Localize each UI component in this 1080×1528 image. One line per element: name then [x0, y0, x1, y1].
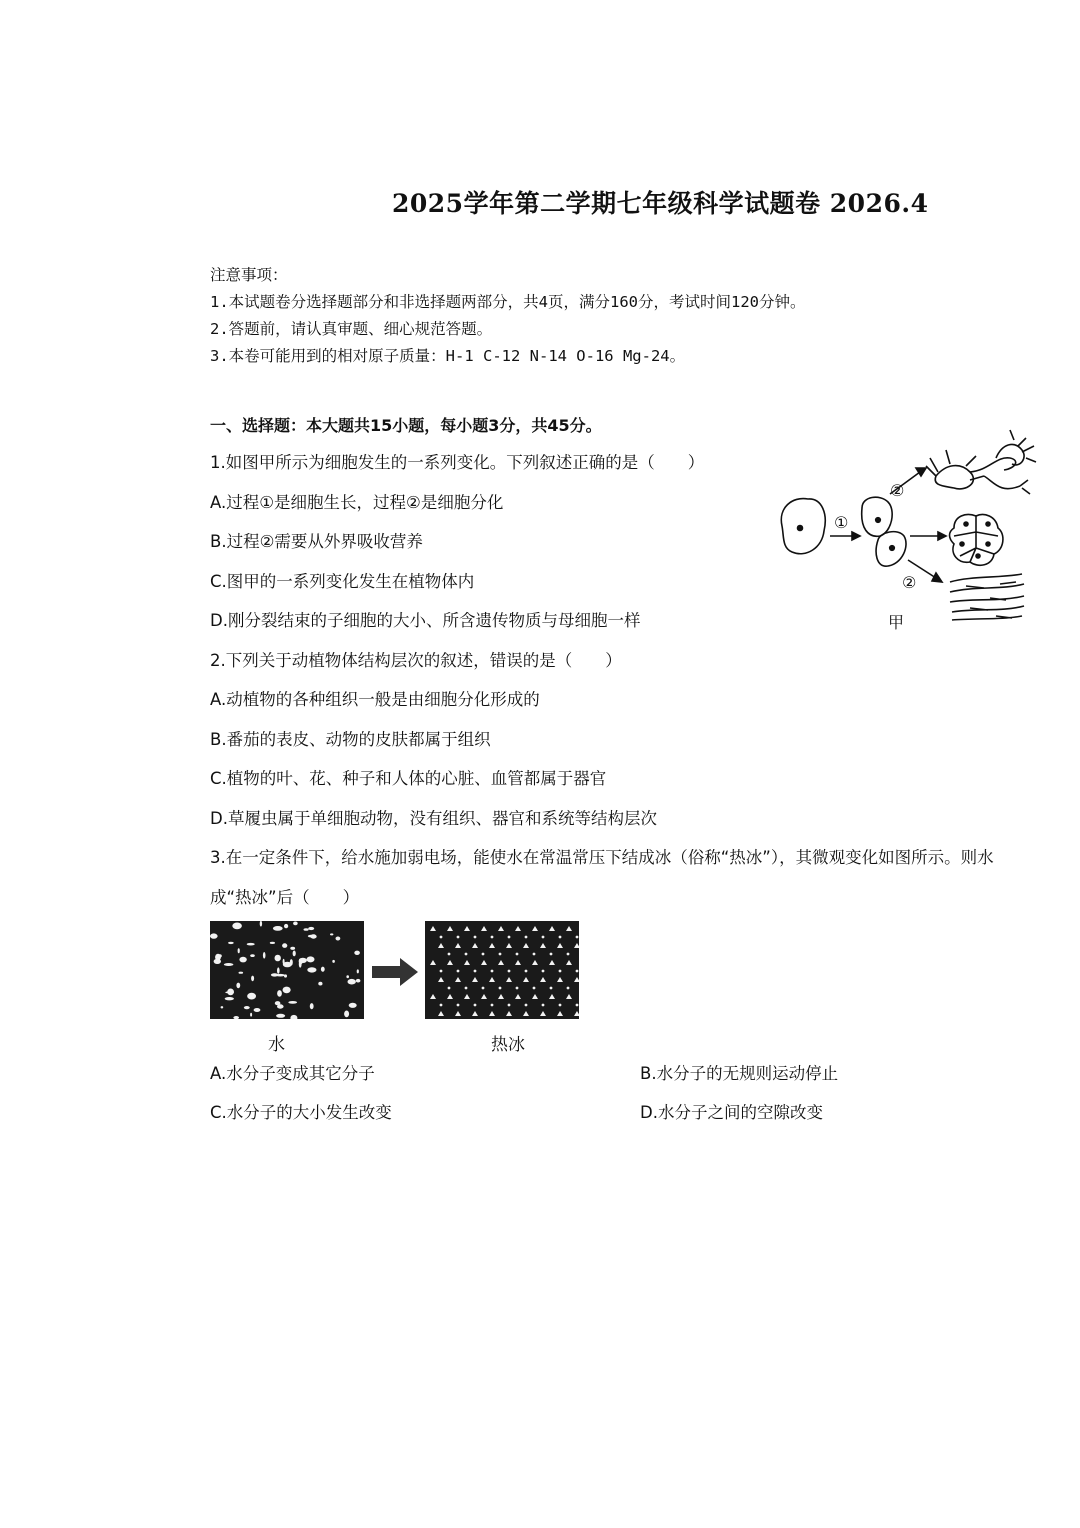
water-speck: [310, 1003, 314, 1009]
water-speck: [225, 997, 234, 1000]
water-speck: [318, 982, 322, 986]
ice-speck: [491, 936, 494, 939]
ice-speck: [532, 994, 538, 999]
ice-speck: [472, 1011, 478, 1016]
ice-speck: [559, 1004, 562, 1007]
water-speck: [282, 943, 287, 948]
ice-speck: [559, 970, 562, 973]
water-speck: [254, 1008, 261, 1012]
water-speck: [288, 1001, 297, 1004]
transform-arrow: [372, 958, 418, 986]
water-speck: [330, 933, 333, 935]
q3-option-a: A.水分子变成其它分子: [210, 1064, 375, 1083]
ice-speck: [430, 994, 436, 999]
ice-speck: [448, 953, 451, 956]
ice-speck: [457, 970, 460, 973]
ice-speck: [525, 970, 528, 973]
ice-speck: [549, 960, 555, 965]
water-speck: [293, 922, 298, 926]
notice-block: [210, 262, 806, 370]
ice-speck: [523, 1011, 529, 1016]
ice-speck: [440, 970, 443, 973]
ice-speck: [455, 977, 461, 982]
q1-option-b: B.过程②需要从外界吸收营养: [210, 532, 423, 551]
ice-speck: [457, 1004, 460, 1007]
water-speck: [283, 987, 291, 994]
q3-option-b: B.水分子的无规则运动停止: [640, 1064, 839, 1083]
ice-speck: [482, 987, 485, 990]
ice-speck: [523, 977, 529, 982]
water-speck: [357, 969, 359, 973]
q3-stem-line1: 3.在一定条件下，给水施加弱电场，能使水在常温常压下结成冰（俗称“热冰”），其微观变化如图所示。则水: [210, 848, 994, 867]
ice-speck: [566, 926, 572, 931]
water-speck: [239, 972, 244, 974]
page-title: 2025学年第二学期七年级科学试题卷 2026.4: [392, 189, 929, 218]
water-speck: [346, 975, 349, 978]
ice-speck: [489, 1011, 495, 1016]
ice-speck: [448, 987, 451, 990]
ice-speck: [430, 960, 436, 965]
ice-speck: [566, 994, 572, 999]
ice-speck: [438, 977, 444, 982]
water-speck: [277, 967, 280, 973]
ice-speck: [549, 926, 555, 931]
q2-option-c: C.植物的叶、花、种子和人体的心脏、血管都属于器官: [210, 769, 607, 788]
cell-change-figure: [770, 436, 1070, 636]
water-speck: [349, 1003, 357, 1008]
q1-stem: 1.如图甲所示为细胞发生的一系列变化。下列叙述正确的是（ ）: [210, 453, 705, 472]
ice-speck: [542, 1004, 545, 1007]
ice-speck: [481, 994, 487, 999]
ice-speck: [576, 970, 579, 973]
ice-speck: [489, 943, 495, 948]
ice-speck: [557, 1011, 563, 1016]
ice-speck: [464, 960, 470, 965]
water-speck: [250, 1013, 252, 1017]
ice-speck: [574, 1011, 579, 1016]
water-speck: [233, 1016, 239, 1019]
q1-option-a: A.过程①是细胞生长，过程②是细胞分化: [210, 492, 504, 512]
ice-speck: [430, 926, 436, 931]
mother-cell: [781, 499, 825, 554]
ice-speck: [567, 953, 570, 956]
ice-speck: [576, 936, 579, 939]
water-speck: [283, 962, 292, 968]
nerve-tissue: [926, 430, 1036, 494]
ice-speck: [533, 987, 536, 990]
water-speck: [308, 935, 315, 938]
ice-speck: [557, 977, 563, 982]
ice-speck: [474, 936, 477, 939]
ice-speck: [540, 977, 546, 982]
ice-speck: [549, 994, 555, 999]
water-speck: [321, 967, 325, 972]
ice-speck: [515, 926, 521, 931]
notice-item: 2.答题前，请认真审题、细心规范答题。: [210, 320, 493, 338]
ice-speck: [525, 1004, 528, 1007]
water-speck: [332, 960, 335, 963]
water-speck: [247, 943, 255, 946]
ice-speck: [523, 943, 529, 948]
ice-speck: [542, 970, 545, 973]
q1-option-c: C.图甲的一系列变化发生在植物体内: [210, 571, 475, 591]
water-speck: [293, 951, 296, 957]
water-speck: [348, 979, 356, 985]
ice-speck: [516, 953, 519, 956]
water-speck: [238, 948, 240, 953]
notice-heading: 注意事项：: [210, 266, 288, 284]
ice-speck: [506, 977, 512, 982]
water-speck: [260, 921, 262, 927]
section-heading: 一、选择题：本大题共15小题，每小题3分，共45分。: [210, 416, 602, 435]
water-speck: [273, 926, 283, 931]
ice-speck: [506, 1011, 512, 1016]
ice-speck: [566, 960, 572, 965]
ice-speck: [557, 943, 563, 948]
q2-stem: 2.下列关于动植物体结构层次的叙述，错误的是（ ）: [210, 650, 622, 670]
ice-speck: [515, 960, 521, 965]
water-speck: [304, 928, 309, 931]
notice-item: 3.本卷可能用到的相对原子质量：H-1 C-12 N-14 O-16 Mg-24。: [210, 347, 686, 365]
water-speck: [299, 961, 302, 968]
ice-speck: [472, 977, 478, 982]
water-speck: [228, 942, 234, 944]
ice-speck: [542, 936, 545, 939]
water-speck: [307, 967, 316, 972]
ice-speck: [438, 943, 444, 948]
ice-speck: [559, 936, 562, 939]
process-label-2-bottom: ②: [902, 573, 917, 592]
ice-speck: [550, 987, 553, 990]
process-label-2-top: ②: [890, 481, 905, 500]
ice-speck: [465, 953, 468, 956]
ice-speck: [498, 994, 504, 999]
water-speck: [232, 923, 242, 930]
q1-option-d: D.刚分裂结束的子细胞的大小、所含遗传物质与母细胞一样: [210, 611, 641, 630]
ice-speck: [525, 936, 528, 939]
water-speck: [356, 979, 361, 983]
water-speck: [354, 951, 360, 955]
q3-option-c: C.水分子的大小发生改变: [210, 1103, 392, 1122]
ice-speck: [481, 926, 487, 931]
water-speck: [263, 952, 266, 959]
ice-speck: [532, 926, 538, 931]
ice-speck: [550, 953, 553, 956]
water-speck: [239, 957, 246, 963]
ice-speck: [465, 987, 468, 990]
ice-speck: [457, 936, 460, 939]
ice-speck: [540, 1011, 546, 1016]
ice-speck: [474, 1004, 477, 1007]
water-micrograph: [210, 921, 364, 1019]
ice-speck: [489, 977, 495, 982]
ice-speck: [455, 943, 461, 948]
water-speck: [244, 1006, 250, 1009]
ice-speck: [532, 960, 538, 965]
water-speck: [344, 1011, 349, 1018]
ice-speck: [472, 943, 478, 948]
water-speck: [290, 1015, 297, 1019]
q3-stem-line2: 成“热冰”后（ ）: [210, 887, 360, 907]
ice-speck: [540, 943, 546, 948]
q2-option-d: D.草履虫属于单细胞动物，没有组织、器官和系统等结构层次: [210, 808, 657, 828]
water-speck: [270, 942, 275, 944]
water-speck: [247, 993, 256, 1000]
water-speck: [277, 990, 282, 997]
muscle-tissue: [950, 574, 1024, 620]
water-speck: [307, 956, 315, 962]
ice-speck: [455, 1011, 461, 1016]
epithelial-tissue: [950, 515, 1003, 566]
hot-ice-micrograph: [425, 921, 579, 1019]
q2-option-b: B.番茄的表皮、动物的皮肤都属于组织: [210, 729, 491, 749]
water-speck: [336, 937, 341, 941]
water-speck: [236, 983, 240, 989]
water-caption: 水: [268, 1035, 285, 1055]
hot-ice-caption: 热冰: [491, 1035, 525, 1055]
ice-speck: [474, 970, 477, 973]
water-speck: [224, 963, 234, 966]
water-speck: [308, 927, 314, 930]
ice-speck: [498, 926, 504, 931]
ice-speck: [447, 960, 453, 965]
q2-option-a: A.动植物的各种组织一般是由细胞分化形成的: [210, 690, 540, 709]
water-speck: [290, 947, 295, 950]
ice-speck: [440, 936, 443, 939]
notice-item: 1.本试题卷分选择题部分和非选择题两部分，共4页，满分160分，考试时间120分钟。: [210, 293, 806, 311]
q3-option-d: D.水分子之间的空隙改变: [640, 1103, 823, 1122]
water-speck: [284, 924, 288, 928]
process-label-1: ①: [834, 513, 849, 532]
ice-speck: [499, 987, 502, 990]
ice-speck: [508, 1004, 511, 1007]
water-speck: [210, 933, 218, 938]
ice-speck: [491, 1004, 494, 1007]
ice-speck: [464, 926, 470, 931]
water-speck: [251, 976, 254, 982]
ice-speck: [567, 987, 570, 990]
ice-speck: [481, 960, 487, 965]
water-speck: [227, 989, 234, 996]
ice-speck: [447, 994, 453, 999]
water-speck: [275, 955, 281, 962]
water-speck: [250, 954, 255, 957]
divided-cell-top: [862, 497, 892, 536]
water-speck: [215, 954, 221, 961]
water-speck: [276, 974, 285, 977]
ice-speck: [574, 977, 579, 982]
ice-speck: [447, 926, 453, 931]
water-speck: [277, 1004, 284, 1008]
ice-speck: [515, 994, 521, 999]
ice-speck: [574, 943, 579, 948]
figure-caption: 甲: [888, 613, 905, 632]
ice-speck: [516, 987, 519, 990]
ice-speck: [464, 994, 470, 999]
water-speck: [221, 1006, 224, 1008]
ice-speck: [533, 953, 536, 956]
ice-speck: [576, 1004, 579, 1007]
ice-speck: [508, 970, 511, 973]
ice-speck: [438, 1011, 444, 1016]
ice-speck: [499, 953, 502, 956]
ice-speck: [491, 970, 494, 973]
ice-speck: [508, 936, 511, 939]
ice-speck: [506, 943, 512, 948]
water-speck: [276, 1014, 285, 1018]
water-speck: [235, 924, 238, 926]
ice-speck: [482, 953, 485, 956]
ice-speck: [440, 1004, 443, 1007]
ice-speck: [498, 960, 504, 965]
